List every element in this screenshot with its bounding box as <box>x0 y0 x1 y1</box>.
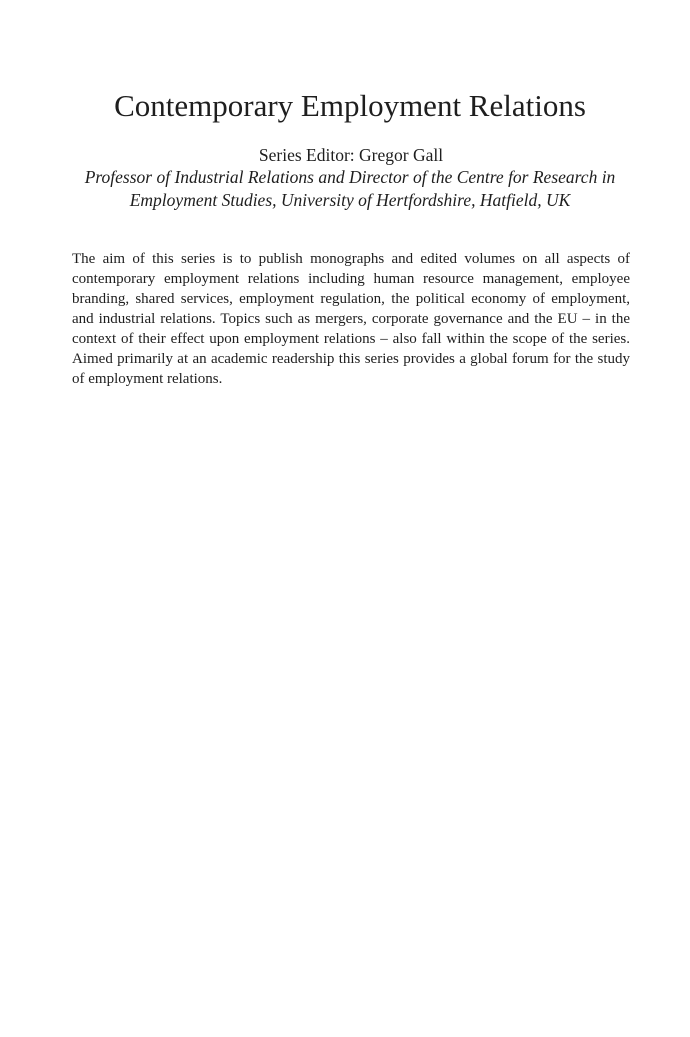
editor-affiliation: Professor of Industrial Relations and Director of the Centre for Research in Employment Studies, University of Hertfordshire, Hatfield, UK <box>84 167 616 210</box>
series-editor: Series Editor: Gregor Gall <box>258 145 444 165</box>
series-description: The aim of this series is to publish monographs and edited volumes on all aspects of contemporary employment relations including human resource management, employee branding, shared services, employment regulation, the political economy of employment, and industrial relations. Topics such as mergers, corporate governance and the EU – in the context of their effect upon employment relations – also fall within the scope of the series. Aimed primarily at an academic readership this series provides a global forum for the study of employment relations. <box>72 251 630 387</box>
series-title: Contemporary Employment Relations <box>114 88 586 123</box>
